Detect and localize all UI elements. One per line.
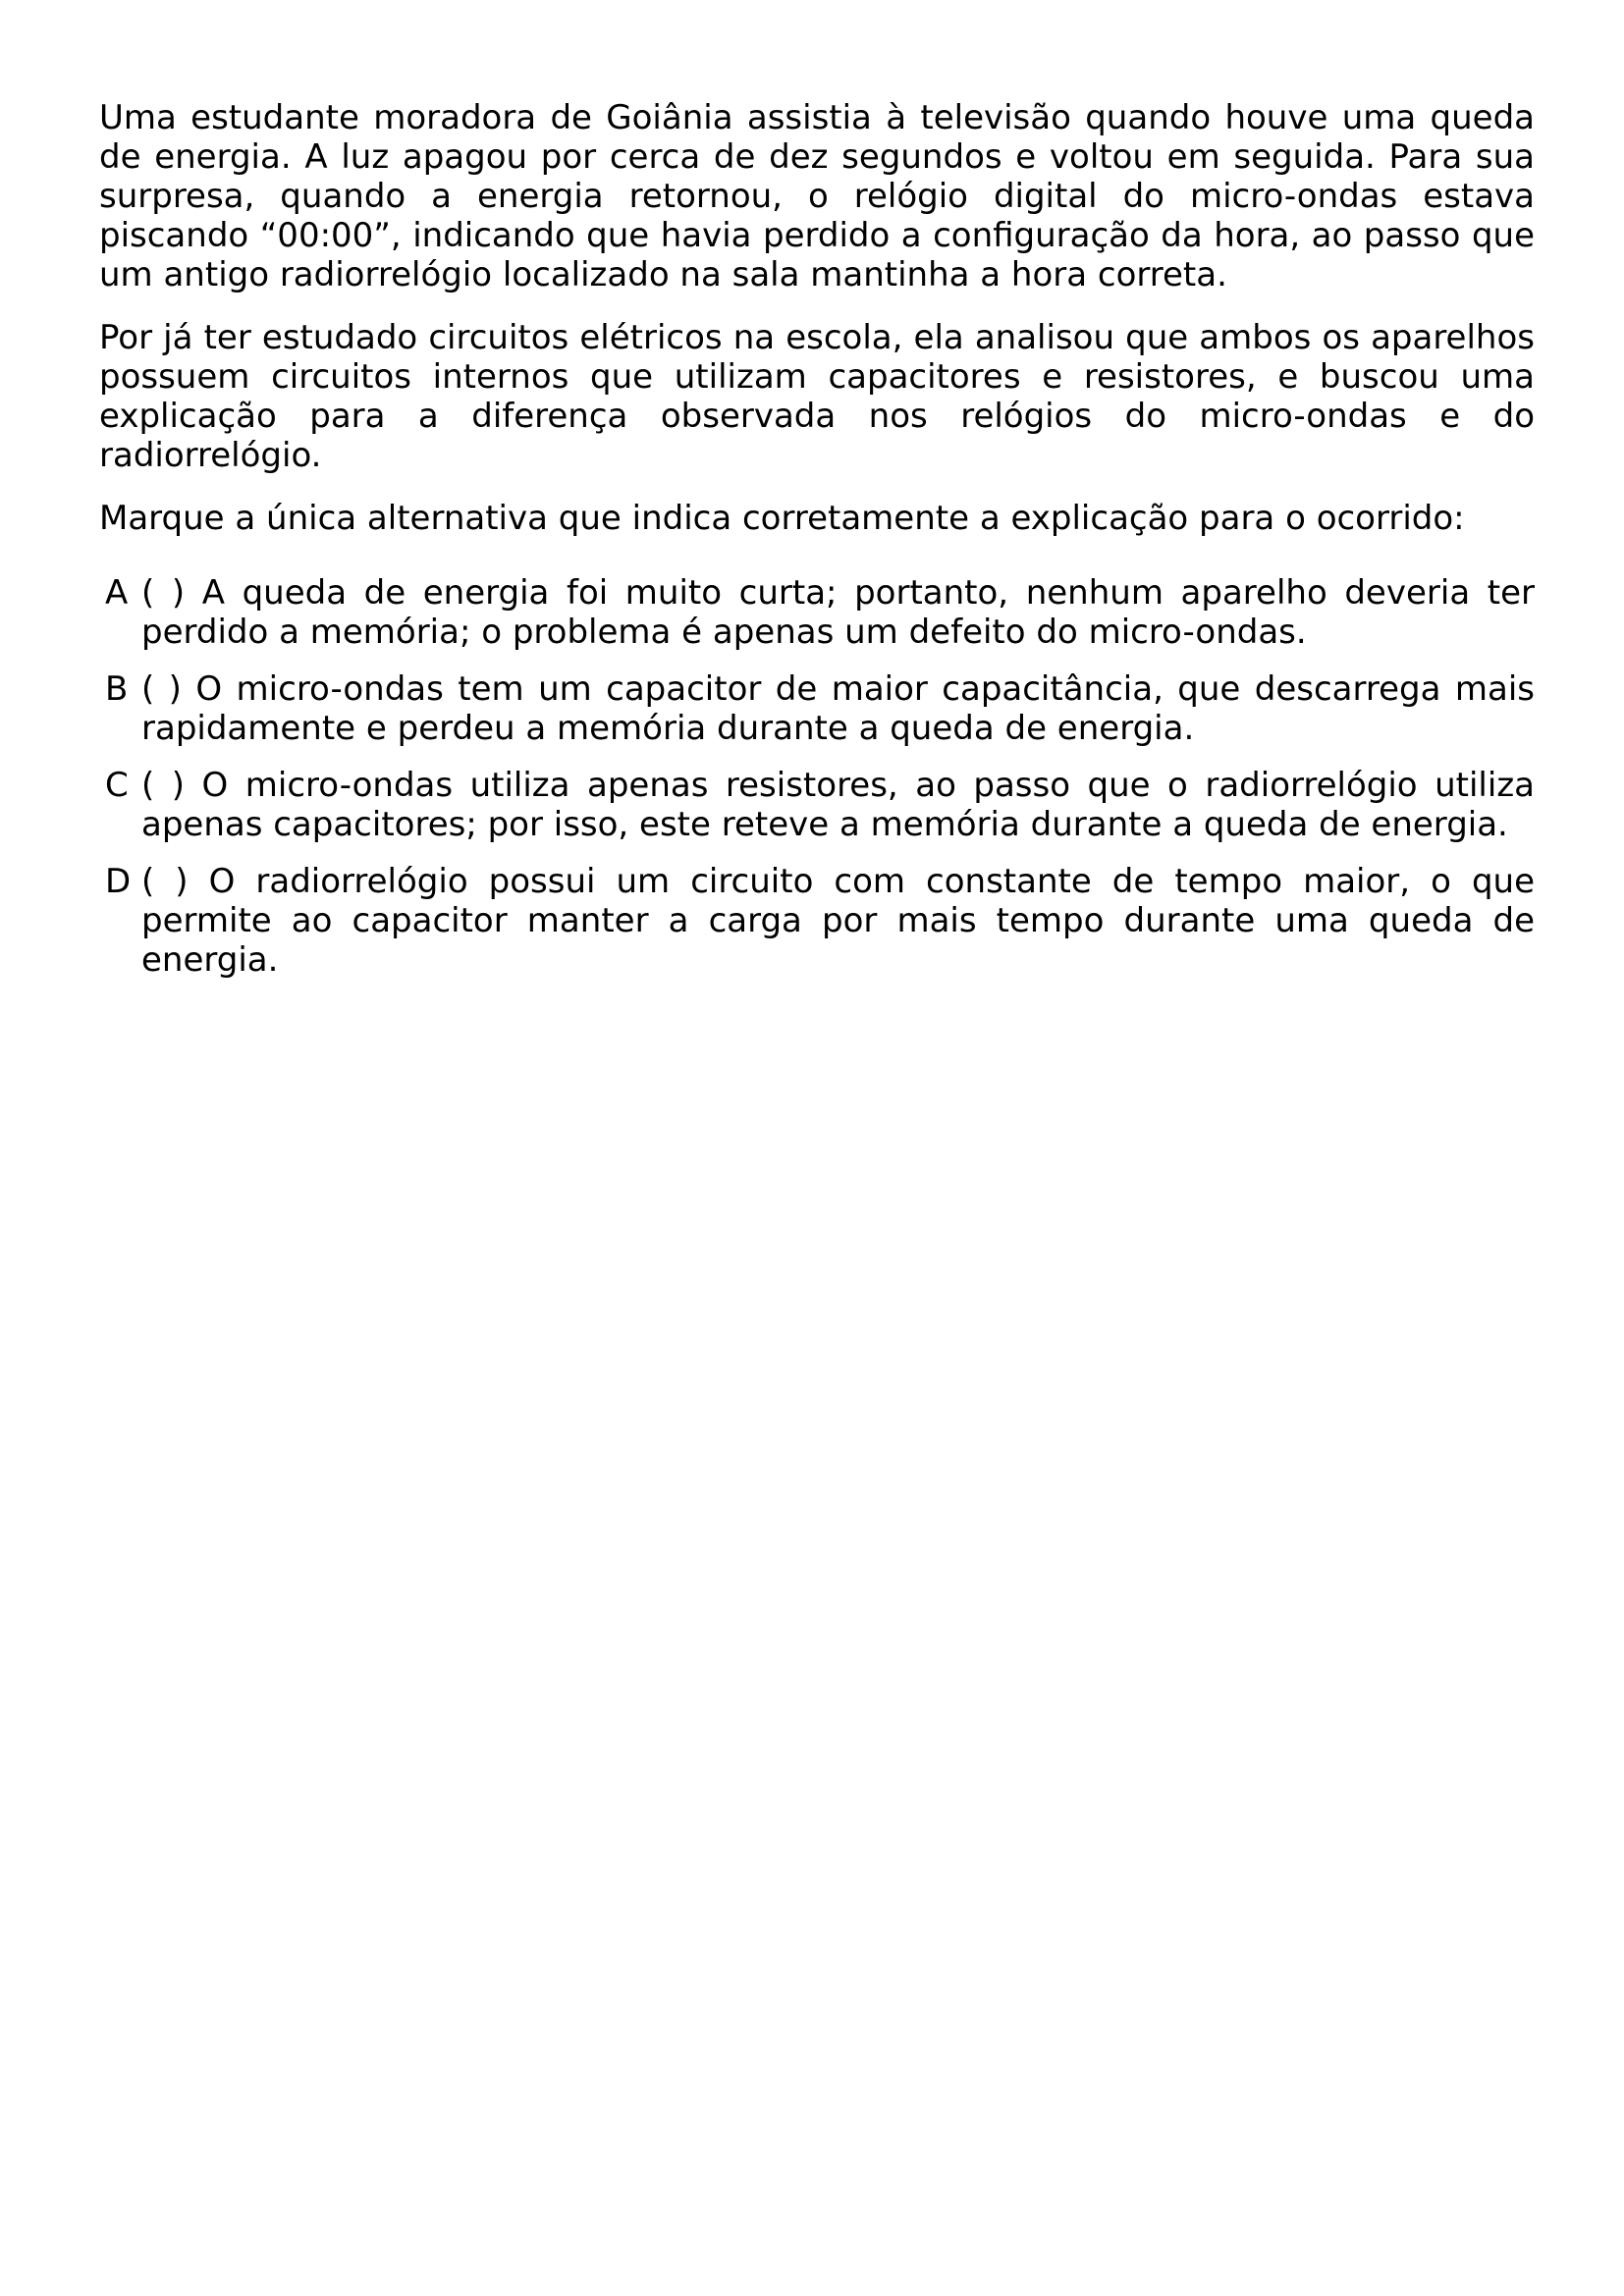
option-text: O micro-ondas utiliza apenas resistores, ao passo que o radiorrelógio utiliza apenas capacitores; por isso, este reteve a memória durante a queda de energia. xyxy=(141,766,1535,844)
option-b[interactable] xyxy=(99,669,1535,748)
option-body xyxy=(141,573,1535,652)
option-body xyxy=(141,669,1535,748)
intro-paragraph: Uma estudante moradora de Goiânia assistia à televisão quando houve uma queda de energia. A luz apagou por cerca de dez segundos e voltou em seguida. Para sua surpresa, quando a energia retornou, o relógio digital do micro-ondas estava piscando “00:00”, indicando que havia perdido a configuração da hora, ao passo que um antigo radiorrelógio localizado na sala mantinha a hora correta. xyxy=(99,98,1535,294)
option-body xyxy=(141,766,1535,844)
option-letter: C xyxy=(105,766,129,805)
option-c[interactable] xyxy=(99,766,1535,844)
option-checkbox[interactable]: ( ) xyxy=(141,669,196,709)
option-checkbox[interactable]: ( ) xyxy=(141,862,209,901)
question-prompt: Marque a única alternativa que indica corretamente a explicação para o ocorrido: xyxy=(99,499,1465,538)
option-letter: B xyxy=(105,669,129,709)
option-text: O micro-ondas tem um capacitor de maior capacitância, que descarrega mais rapidamente e perdeu a memória durante a queda de energia. xyxy=(141,669,1535,748)
option-d[interactable] xyxy=(99,862,1535,980)
document-body xyxy=(99,98,1535,997)
context-paragraph: Por já ter estudado circuitos elétricos na escola, ela analisou que ambos os aparelhos possuem circuitos internos que utilizam capacitores e resistores, e buscou uma explicação para a diferença observada nos relógios do micro-ondas e do radiorrelógio. xyxy=(99,318,1535,475)
option-checkbox[interactable]: ( ) xyxy=(141,766,202,805)
option-letter: A xyxy=(105,573,129,613)
answer-options xyxy=(99,573,1535,980)
option-body xyxy=(141,862,1535,980)
option-text: A queda de energia foi muito curta; portanto, nenhum aparelho deveria ter perdido a memória; o problema é apenas um defeito do micro-ondas. xyxy=(141,573,1535,652)
option-checkbox[interactable]: ( ) xyxy=(141,573,202,613)
option-letter: D xyxy=(105,862,132,901)
option-a[interactable] xyxy=(99,573,1535,652)
option-text: O radiorrelógio possui um circuito com constante de tempo maior, o que permite ao capacitor manter a carga por mais tempo durante uma queda de energia. xyxy=(141,862,1535,980)
